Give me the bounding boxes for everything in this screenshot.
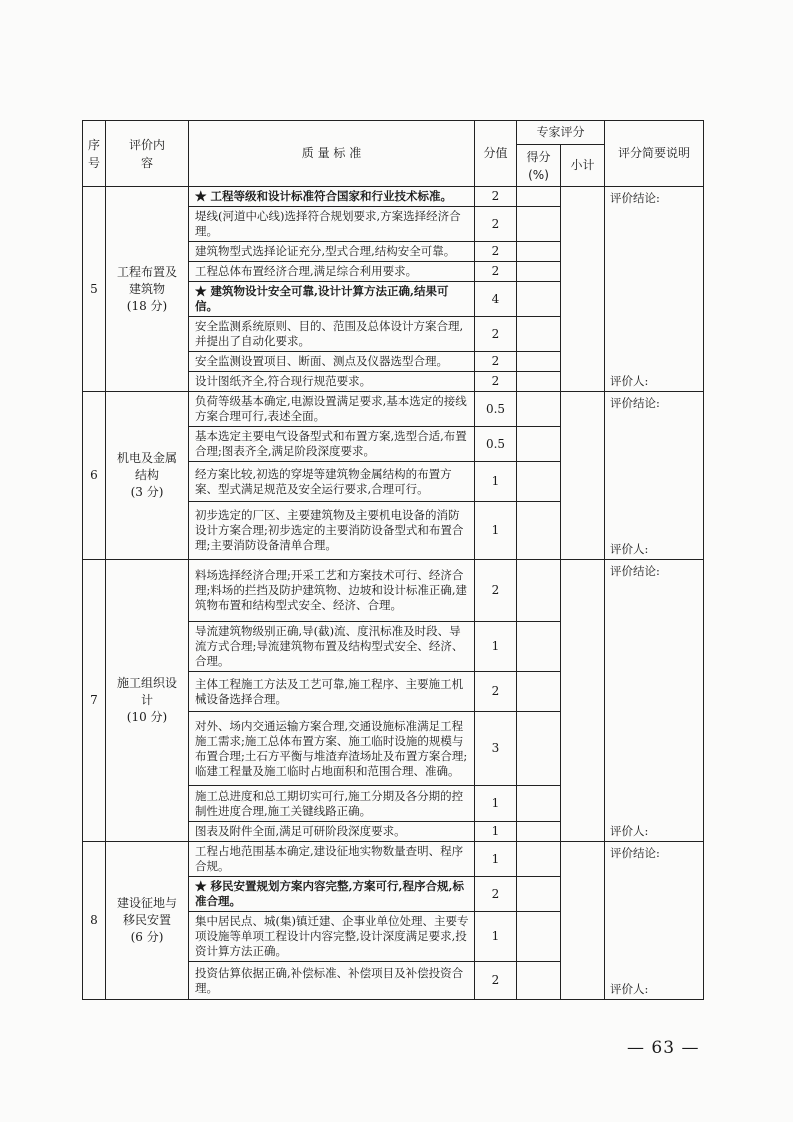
header-subtotal: 小计 — [561, 145, 605, 187]
expert-score-cell[interactable] — [517, 622, 561, 672]
expert-score-cell[interactable] — [517, 712, 561, 786]
quality-standard: 设计图纸齐全,符合现行规范要求。 — [189, 372, 475, 392]
rater-label: 评价人: — [610, 374, 649, 388]
score-value: 1 — [475, 622, 517, 672]
section-points: (18 分) — [126, 298, 168, 313]
score-value: 2 — [475, 187, 517, 207]
score-value: 2 — [475, 352, 517, 372]
section-number: 8 — [83, 842, 106, 1000]
expert-score-cell[interactable] — [517, 282, 561, 317]
quality-standard: 安全监测设置项目、断面、测点及仪器选型合理。 — [189, 352, 475, 372]
quality-standard: 图表及附件全面,满足可研阶段深度要求。 — [189, 822, 475, 842]
quality-standard: 集中居民点、城(集)镇迁建、企事业单位处理、主要专项设施等单项工程设计内容完整,设计深度满足要求,投资计算方法正确。 — [189, 912, 475, 962]
score-value: 4 — [475, 282, 517, 317]
expert-score-cell[interactable] — [517, 317, 561, 352]
expert-score-cell[interactable] — [517, 842, 561, 877]
score-value: 3 — [475, 712, 517, 786]
score-value: 2 — [475, 317, 517, 352]
table-row — [83, 187, 704, 207]
quality-standard: 负荷等级基本确定,电源设置满足要求,基本选定的接线方案合理可行,表述全面。 — [189, 392, 475, 427]
quality-standard: 建筑物型式选择论证充分,型式合理,结构安全可靠。 — [189, 242, 475, 262]
expert-score-cell[interactable] — [517, 262, 561, 282]
score-value: 2 — [475, 962, 517, 1000]
section-category — [106, 392, 189, 560]
section-name: 建设征地与移民安置 — [116, 896, 177, 927]
section-category — [106, 842, 189, 1000]
score-value: 2 — [475, 672, 517, 712]
quality-standard: 投资估算依据正确,补偿标准、补偿项目及补偿投资合理。 — [189, 962, 475, 1000]
expert-score-cell[interactable] — [517, 207, 561, 242]
score-value: 2 — [475, 877, 517, 912]
score-value: 1 — [475, 912, 517, 962]
score-value: 1 — [475, 462, 517, 502]
expert-score-cell[interactable] — [517, 187, 561, 207]
quality-standard: 工程占地范围基本确定,建设征地实物数量查明、程序合规。 — [189, 842, 475, 877]
quality-standard: 基本选定主要电气设备型式和布置方案,选型合适,布置合理;图表齐全,满足阶段深度要求。 — [189, 427, 475, 462]
section-points: (6 分) — [130, 930, 164, 944]
expert-score-cell[interactable] — [517, 786, 561, 822]
conclusion-label: 评价结论: — [610, 564, 660, 578]
header-seq: 序号 — [83, 121, 106, 187]
expert-score-cell[interactable] — [517, 392, 561, 427]
score-value: 1 — [475, 786, 517, 822]
header-remark: 评分简要说明 — [605, 121, 704, 187]
quality-standard: ★ 工程等级和设计标准符合国家和行业技术标准。 — [189, 187, 475, 207]
expert-score-cell[interactable] — [517, 427, 561, 462]
header-score: 分值 — [475, 121, 517, 187]
score-value: 2 — [475, 242, 517, 262]
section-category — [106, 560, 189, 842]
score-value: 1 — [475, 842, 517, 877]
table-row — [83, 392, 704, 427]
section-number: 5 — [83, 187, 106, 392]
expert-score-cell[interactable] — [517, 560, 561, 622]
quality-standard: 堤线(河道中心线)选择符合规划要求,方案选择经济合理。 — [189, 207, 475, 242]
quality-standard: 施工总进度和总工期切实可行,施工分期及各分期的控制性进度合理,施工关键线路正确。 — [189, 786, 475, 822]
quality-standard: 对外、场内交通运输方案合理,交通设施标准满足工程施工需求;施工总体布置方案、施工临时设施的规模与布置合理;土石方平衡与堆渣弃渣场址及布置方案合理;临建工程量及施工临时占地面积和范围合理、准确。 — [189, 712, 475, 786]
evaluation-table — [82, 120, 704, 1000]
quality-standard: 安全监测系统原则、目的、范围及总体设计方案合理,并提出了自动化要求。 — [189, 317, 475, 352]
quality-standard: ★ 移民安置规划方案内容完整,方案可行,程序合规,标准合理。 — [189, 877, 475, 912]
score-value: 0.5 — [475, 392, 517, 427]
subtotal-cell[interactable] — [561, 842, 605, 1000]
remark-cell[interactable] — [605, 842, 704, 1000]
quality-standard: ★ 建筑物设计安全可靠,设计计算方法正确,结果可信。 — [189, 282, 475, 317]
conclusion-label: 评价结论: — [610, 396, 660, 410]
section-points: (3 分) — [130, 485, 164, 499]
expert-score-cell[interactable] — [517, 912, 561, 962]
table-row — [83, 842, 704, 877]
header-expert: 专家评分 — [517, 121, 605, 145]
section-name: 工程布置及建筑物 — [116, 264, 177, 296]
header-standard: 质 量 标 准 — [189, 121, 475, 187]
expert-score-cell[interactable] — [517, 242, 561, 262]
page-number: — 63 — — [627, 1038, 700, 1058]
expert-score-cell[interactable] — [517, 352, 561, 372]
section-points: (10 分) — [126, 710, 168, 724]
score-value: 2 — [475, 560, 517, 622]
expert-score-cell[interactable] — [517, 672, 561, 712]
subtotal-cell[interactable] — [561, 560, 605, 842]
conclusion-label: 评价结论: — [610, 191, 660, 205]
score-value: 1 — [475, 502, 517, 560]
section-category — [106, 187, 189, 392]
expert-score-cell[interactable] — [517, 962, 561, 1000]
score-value: 0.5 — [475, 427, 517, 462]
expert-score-cell[interactable] — [517, 877, 561, 912]
table-row — [83, 560, 704, 622]
rater-label: 评价人: — [610, 982, 649, 996]
table-body — [83, 187, 704, 1000]
subtotal-cell[interactable] — [561, 187, 605, 392]
expert-score-cell[interactable] — [517, 502, 561, 560]
score-value: 1 — [475, 822, 517, 842]
header-category: 评价内容 — [106, 121, 189, 187]
section-number: 6 — [83, 392, 106, 560]
rater-label: 评价人: — [610, 542, 649, 556]
expert-score-cell[interactable] — [517, 462, 561, 502]
remark-cell[interactable] — [605, 187, 704, 392]
remark-cell[interactable] — [605, 392, 704, 560]
score-value: 2 — [475, 207, 517, 242]
remark-cell[interactable] — [605, 560, 704, 842]
subtotal-cell[interactable] — [561, 392, 605, 560]
score-value: 2 — [475, 262, 517, 282]
header-got: 得分(%) — [517, 145, 561, 187]
quality-standard: 经方案比较,初选的穿堤等建筑物金属结构的布置方案、型式满足规范及安全运行要求,合理可行。 — [189, 462, 475, 502]
expert-score-cell[interactable] — [517, 822, 561, 842]
quality-standard: 导流建筑物级别正确,导(截)流、度汛标准及时段、导流方式合理;导流建筑物布置及结构型式安全、经济、合理。 — [189, 622, 475, 672]
quality-standard: 工程总体布置经济合理,满足综合利用要求。 — [189, 262, 475, 282]
section-number: 7 — [83, 560, 106, 842]
expert-score-cell[interactable] — [517, 372, 561, 392]
quality-standard: 料场选择经济合理;开采工艺和方案技术可行、经济合理;料场的拦挡及防护建筑物、边坡和设计标准正确,建筑物布置和结构型式安全、经济、合理。 — [189, 560, 475, 622]
rater-label: 评价人: — [610, 824, 649, 838]
section-name: 施工组织设计 — [116, 676, 177, 707]
quality-standard: 初步选定的厂区、主要建筑物及主要机电设备的消防设计方案合理;初步选定的主要消防设备型式和布置合理;主要消防设备清单合理。 — [189, 502, 475, 560]
section-name: 机电及金属结构 — [116, 451, 177, 482]
conclusion-label: 评价结论: — [610, 846, 660, 860]
score-value: 2 — [475, 372, 517, 392]
quality-standard: 主体工程施工方法及工艺可靠,施工程序、主要施工机械设备选择合理。 — [189, 672, 475, 712]
